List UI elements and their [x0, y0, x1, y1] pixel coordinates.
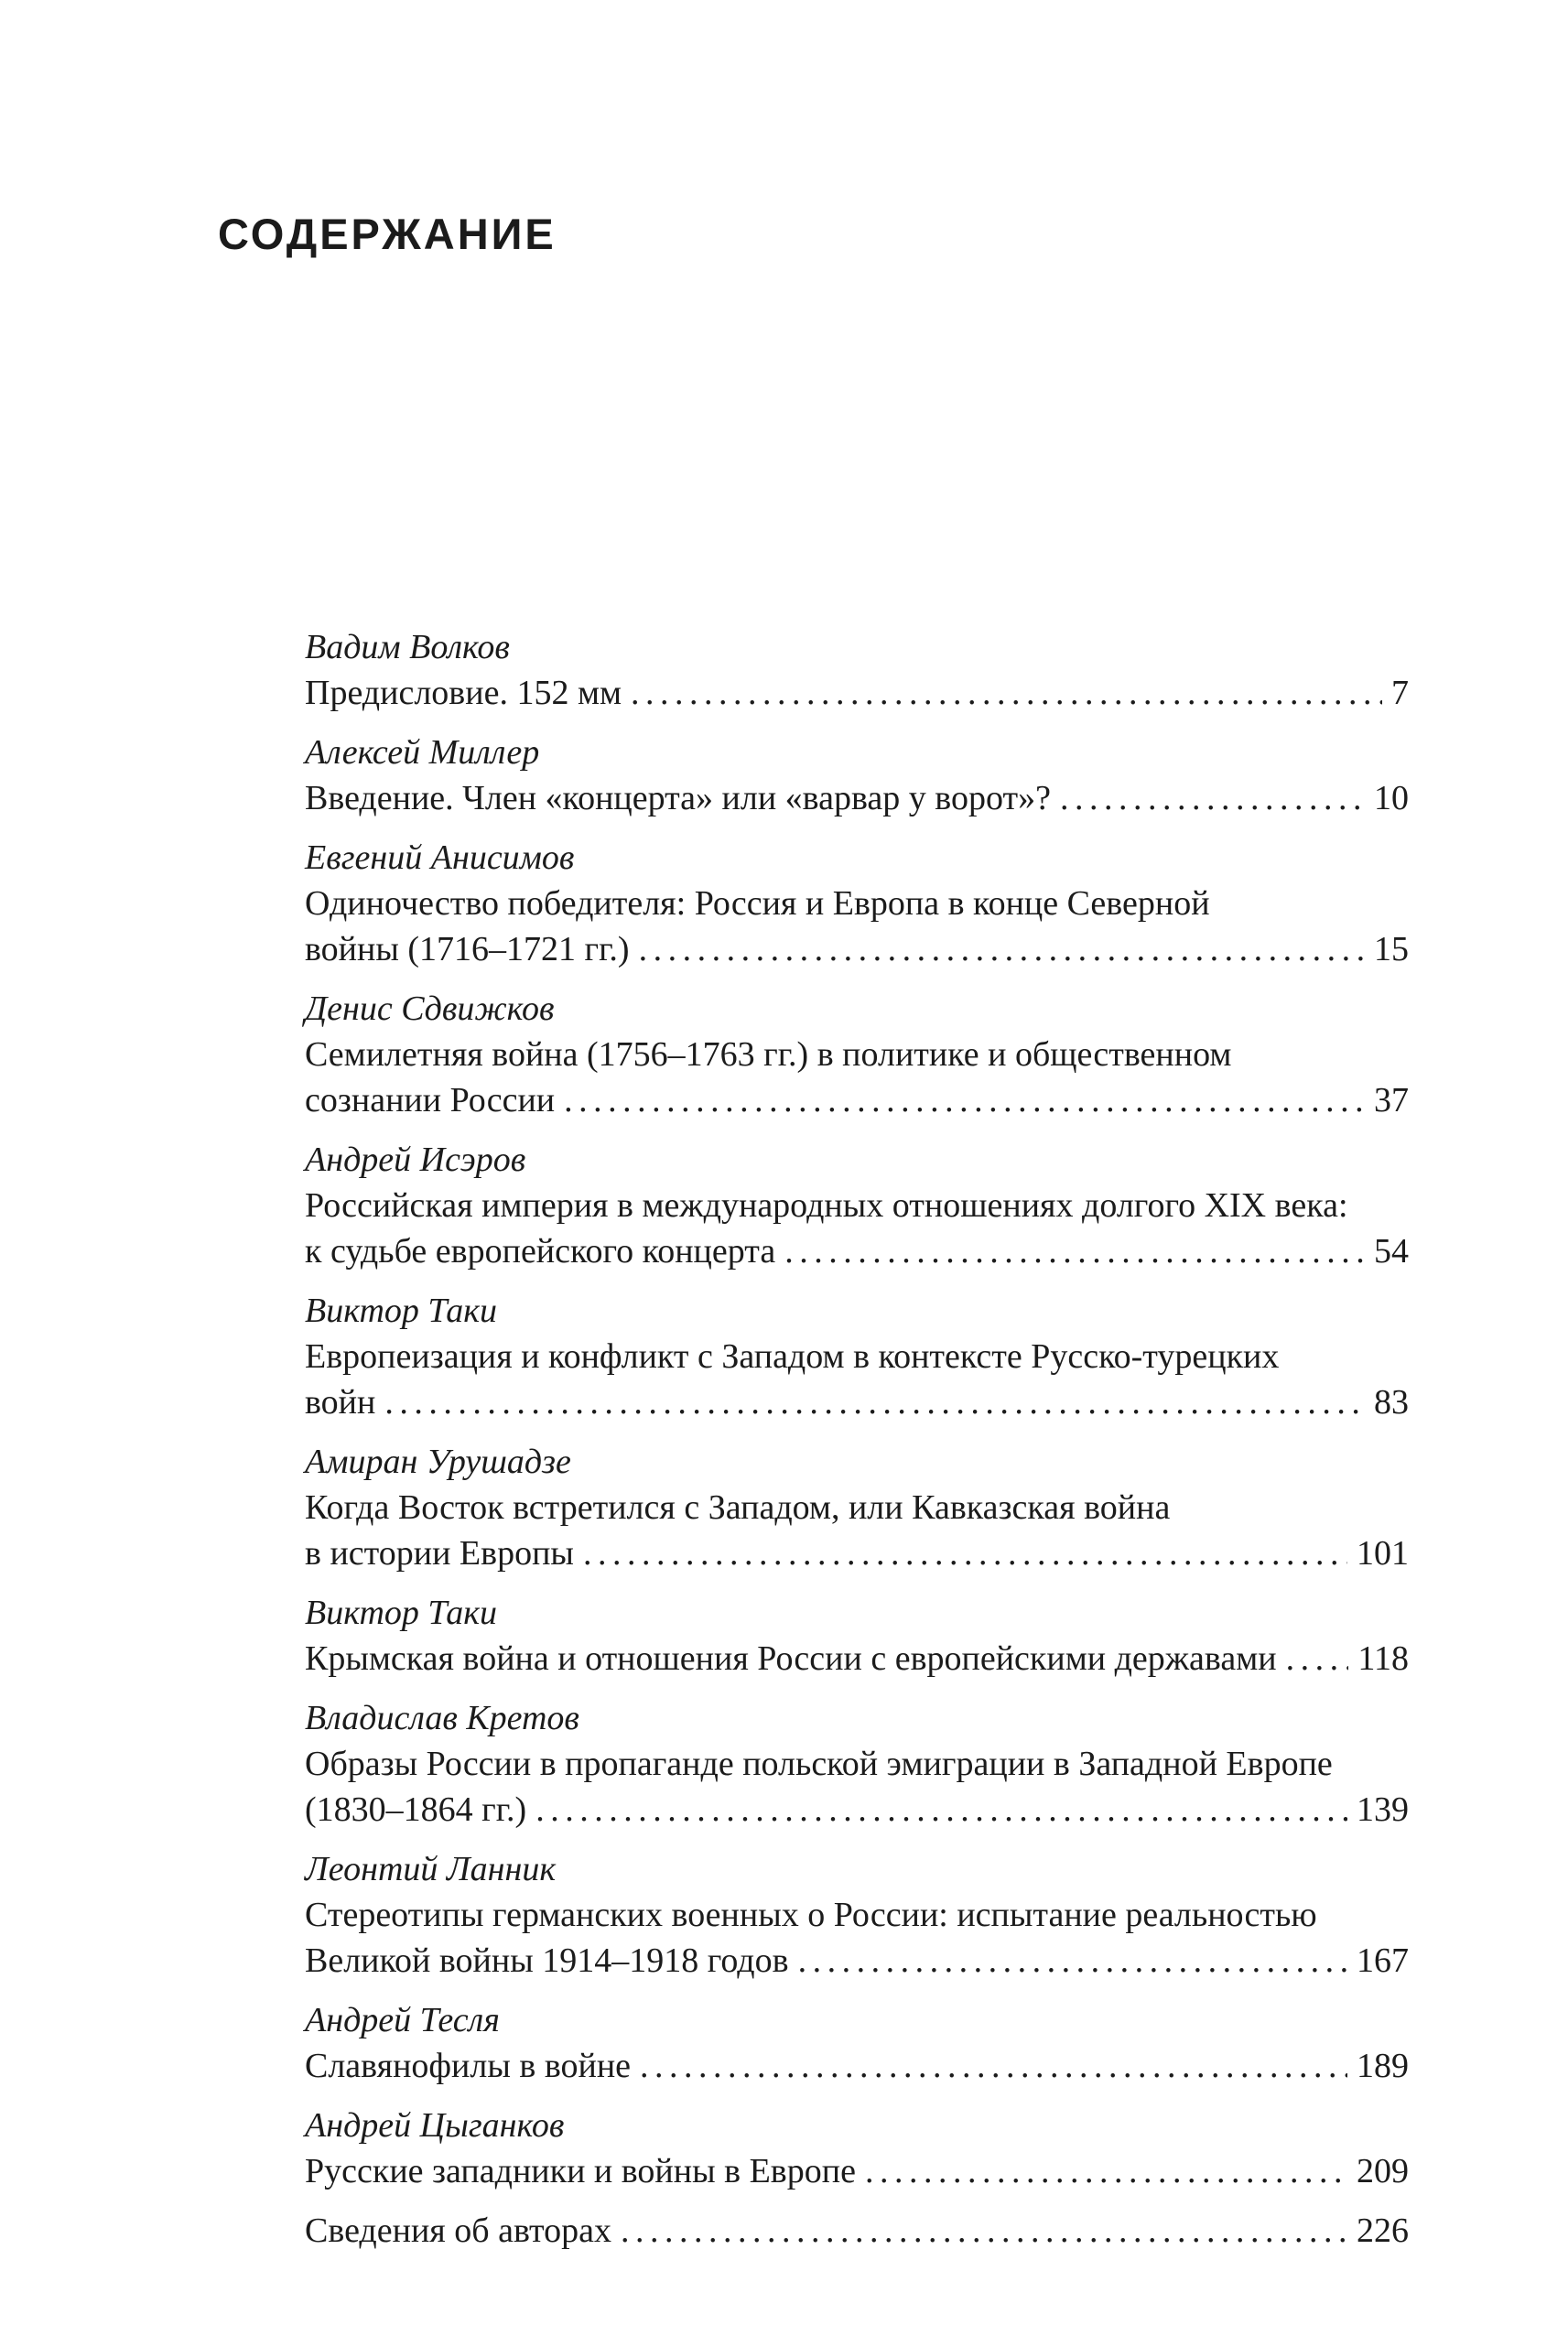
entry-author: Евгений Анисимов — [305, 838, 575, 877]
table-of-contents — [305, 624, 1409, 2267]
entry-title-row — [305, 2208, 1409, 2254]
entry-title-line: Одиночество победителя: Россия и Европа в конце Северной — [305, 884, 1210, 923]
entry-title-text: Славянофилы в войне — [305, 2047, 632, 2085]
entry-author: Андрей Исэров — [305, 1141, 526, 1179]
page-number: 15 — [1374, 930, 1409, 968]
dot-leader — [640, 2043, 1347, 2089]
entry-title-text: Введение. Член «концерта» или «варвар у ворот»? — [305, 779, 1051, 817]
entry-author: Виктор Таки — [305, 1292, 497, 1330]
toc-entry — [305, 986, 1409, 1123]
entry-author: Амиран Урушадзе — [305, 1443, 571, 1481]
entry-title-row — [305, 670, 1409, 716]
page-number: 101 — [1357, 1534, 1409, 1573]
entry-author: Леонтий Ланник — [305, 1850, 557, 1888]
page-number: 83 — [1374, 1383, 1409, 1422]
dot-leader — [535, 1787, 1347, 1833]
entry-title-text: Русские западники и войны в Европе — [305, 2152, 856, 2190]
entry-title-text: в истории Европы — [305, 1534, 574, 1573]
dot-leader — [384, 1379, 1365, 1425]
entry-title-text: Предисловие. 152 мм — [305, 674, 622, 712]
dot-leader — [639, 926, 1365, 972]
entry-title-text: Великой войны 1914–1918 годов — [305, 1941, 789, 1980]
dot-leader — [583, 1530, 1347, 1576]
entry-author: Вадим Волков — [305, 628, 510, 666]
toc-entry — [305, 1137, 1409, 1274]
toc-entry — [305, 1997, 1409, 2089]
entry-title-line: Семилетняя война (1756–1763 гг.) в политике и общественном — [305, 1035, 1232, 1074]
toc-entry — [305, 1439, 1409, 1576]
entry-author: Андрей Цыганков — [305, 2106, 565, 2145]
entry-title-text: Сведения об авторах — [305, 2211, 611, 2250]
dot-leader — [1060, 775, 1365, 821]
toc-entry — [305, 1695, 1409, 1833]
entry-title-row — [305, 775, 1409, 821]
toc-entry — [305, 2103, 1409, 2194]
page-number: 7 — [1391, 674, 1409, 712]
entry-title-row — [305, 1228, 1409, 1274]
toc-entry — [305, 624, 1409, 716]
entry-title-row — [305, 1530, 1409, 1576]
entry-title-text: войны (1716–1721 гг.) — [305, 930, 630, 968]
entry-author: Алексей Миллер — [305, 733, 540, 772]
page-number: 167 — [1357, 1941, 1409, 1980]
dot-leader — [798, 1938, 1347, 1984]
dot-leader — [784, 1228, 1365, 1274]
page-number: 37 — [1374, 1081, 1409, 1119]
entry-title-row — [305, 2043, 1409, 2089]
entry-title-text: войн — [305, 1383, 376, 1422]
toc-entry — [305, 1288, 1409, 1425]
entry-title-text: Крымская война и отношения России с европейскими державами — [305, 1639, 1277, 1678]
dot-leader — [564, 1077, 1365, 1123]
toc-entry — [305, 1590, 1409, 1682]
toc-entry — [305, 2208, 1409, 2254]
page-number: 209 — [1357, 2152, 1409, 2190]
entry-title-text: сознании России — [305, 1081, 556, 1119]
entry-title-line: Европеизация и конфликт с Западом в контексте Русско-турецких — [305, 1337, 1280, 1376]
page-number: 226 — [1357, 2211, 1409, 2250]
page-number: 10 — [1374, 779, 1409, 817]
entry-author: Виктор Таки — [305, 1594, 497, 1632]
entry-author: Андрей Тесля — [305, 2001, 500, 2039]
dot-leader — [865, 2148, 1347, 2194]
page-title: СОДЕРЖАНИЕ — [218, 210, 557, 258]
entry-title-line: Когда Восток встретился с Западом, или Кавказская война — [305, 1488, 1171, 1527]
entry-title-text: (1830–1864 гг.) — [305, 1790, 527, 1829]
dot-leader — [1286, 1636, 1349, 1682]
dot-leader — [631, 670, 1382, 716]
page-number: 139 — [1357, 1790, 1409, 1829]
page-number: 189 — [1357, 2047, 1409, 2085]
entry-title-row — [305, 926, 1409, 972]
entry-title-row — [305, 1077, 1409, 1123]
toc-entry — [305, 730, 1409, 821]
entry-title-row — [305, 1379, 1409, 1425]
entry-title-text: к судьбе европейского концерта — [305, 1232, 776, 1271]
entry-title-row — [305, 1938, 1409, 1984]
entry-title-row — [305, 1636, 1409, 1682]
entry-title-row — [305, 1787, 1409, 1833]
toc-entry — [305, 835, 1409, 972]
page-number: 118 — [1357, 1639, 1409, 1678]
entry-title-line: Образы России в пропаганде польской эмиграции в Западной Европе — [305, 1745, 1333, 1783]
toc-entry — [305, 1846, 1409, 1984]
page-number: 54 — [1374, 1232, 1409, 1271]
entry-author: Владислав Кретов — [305, 1699, 579, 1737]
entry-author: Денис Сдвижков — [305, 989, 555, 1028]
entry-title-line: Российская империя в международных отношениях долгого XIX века: — [305, 1186, 1348, 1225]
dot-leader — [621, 2208, 1347, 2254]
entry-title-row — [305, 2148, 1409, 2194]
entry-title-line: Стереотипы германских военных о России: испытание реальностью — [305, 1896, 1317, 1934]
